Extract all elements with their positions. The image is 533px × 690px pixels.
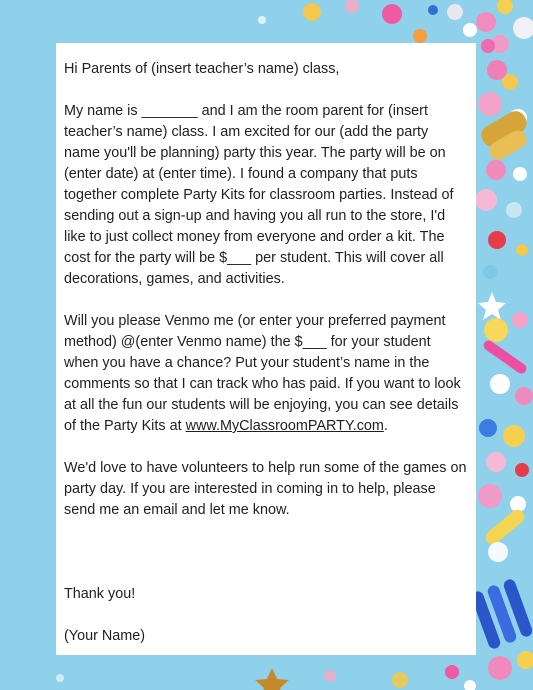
pink-ribbon — [482, 339, 529, 376]
confetti-dot — [478, 92, 502, 116]
confetti-dot — [447, 4, 463, 20]
confetti-dot — [513, 17, 533, 39]
confetti-dot — [506, 202, 522, 218]
confetti-dot — [479, 419, 497, 437]
paragraph-payment-text: Will you please Venmo me (or enter your preferred payment method) @(enter Venmo name) the $___ for your student when you have a chance? Put your student’s name in the comments so that I can track who has paid. If you want to look at all the fun our students will be enjoying, you can see details of the Party Kits at — [64, 313, 461, 434]
confetti-dot — [392, 672, 408, 688]
website-link[interactable]: www.MyClassroomPARTY.com — [185, 418, 384, 434]
confetti-dot — [428, 5, 438, 15]
star-shape — [255, 668, 289, 690]
confetti-dot — [515, 387, 533, 405]
confetti-dot — [497, 0, 513, 14]
paragraph-volunteers: We'd love to have volunteers to help run some of the games on party day. If you are interested in coming in to help, please send me an email and let me know. — [64, 460, 467, 518]
greeting: Hi Parents of (insert teacher’s name) class, — [64, 61, 340, 77]
yellow-ribbon — [483, 507, 527, 547]
confetti-dot — [488, 231, 506, 249]
confetti-dot — [445, 665, 459, 679]
confetti-dot — [512, 312, 528, 328]
confetti-dot — [463, 23, 477, 37]
closing: Thank you! — [64, 586, 136, 602]
confetti-dot — [515, 463, 529, 477]
confetti-dot — [303, 3, 321, 21]
signature: (Your Name) — [64, 628, 146, 644]
confetti-dot — [258, 16, 266, 24]
confetti-dot — [481, 39, 495, 53]
confetti-dot — [345, 0, 359, 13]
paragraph-intro: My name is _______ and I am the room parent for (insert teacher’s name) class. I am excited for our (add the party name you'll be planning) party this year. The party will be on (enter date) at (enter time). I found a company that puts together complete Party Kits for classroom parties. Instead of sending out a sign-up and having you all run to the store, I'd like to just collect money from everyone and order a kit. The cost for the party will be $___ per student. This will cover all decorations, games, and activities. — [64, 103, 454, 287]
paragraph-payment — [64, 311, 468, 437]
confetti-dot — [413, 29, 427, 43]
confetti-dot — [513, 167, 527, 181]
confetti-dot — [503, 425, 525, 447]
letter-page — [56, 43, 476, 655]
confetti-dot — [488, 542, 508, 562]
confetti-dot — [517, 651, 533, 669]
confetti-dot — [486, 160, 506, 180]
confetti-dot — [478, 484, 502, 508]
confetti-dot — [464, 680, 476, 690]
confetti-dot — [510, 496, 526, 512]
confetti-dot — [516, 244, 528, 256]
star-shape — [478, 292, 506, 320]
confetti-dot — [490, 374, 510, 394]
confetti-dot — [484, 318, 508, 342]
confetti-dot — [483, 265, 497, 279]
confetti-dot — [324, 670, 336, 682]
confetti-dot — [488, 656, 512, 680]
confetti-dot — [476, 12, 496, 32]
confetti-dot — [56, 674, 64, 682]
confetti-dot — [475, 189, 497, 211]
confetti-dot — [502, 74, 518, 90]
link-suffix: . — [383, 418, 388, 434]
confetti-dot — [486, 452, 506, 472]
confetti-dot — [382, 4, 402, 24]
